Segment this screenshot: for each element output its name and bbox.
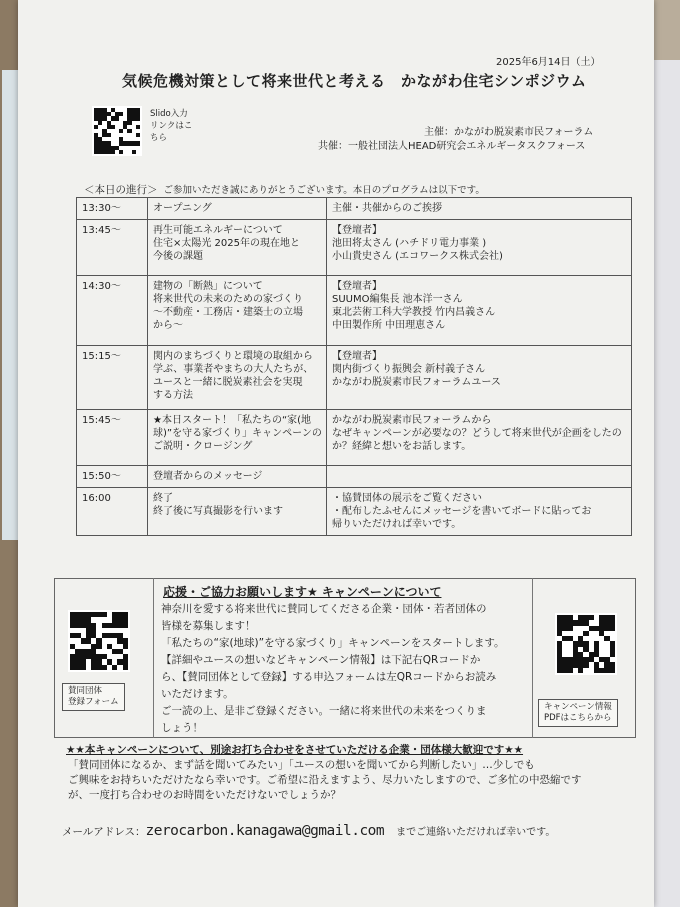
schedule-time: 14:30～ (77, 276, 148, 346)
schedule-program-line: 学ぶ、事業者やまちの大人たちが、 (153, 364, 314, 375)
schedule-notes-line: 小山貴史さん (エコワークス株式会社) (332, 251, 503, 262)
schedule-table (76, 197, 632, 536)
program-intro: ご参加いただき誠にありがとうございます。本日のプログラムは以下です。 (163, 185, 485, 196)
schedule-program-line: 建物の「断熱」について (153, 281, 263, 292)
campaign-body (161, 601, 529, 737)
program-heading-tag: ＜本日の進行＞ (84, 184, 158, 196)
schedule-notes-line: 池田将太さん (ハチドリ電力事業 ) (332, 238, 487, 249)
schedule-row (77, 466, 632, 488)
schedule-notes-line: 東北芸術工科大学教授 竹内昌義さん (332, 307, 496, 318)
campaign-info-label-line: PDFはこちらから (544, 713, 612, 723)
schedule-row (77, 488, 632, 536)
schedule-notes-line: ・配布したふせんにメッセージを書いてボードに貼ってお (332, 506, 592, 517)
schedule-notes (327, 466, 632, 488)
host-organizer: 主催：かながわ脱炭素市民フォーラム (424, 127, 594, 138)
schedule-row (77, 346, 632, 410)
schedule-time: 13:45～ (77, 220, 148, 276)
schedule-notes-line: SUUMO編集長 池本洋一さん (332, 294, 463, 305)
schedule-notes-line: かながわ脱炭素市民フォーラムユース (332, 377, 501, 388)
campaign-body-line: ら、【賛同団体として登録】する申込フォームは左QRコードからお読み (161, 671, 497, 683)
event-date: 2025年6月14日（土） (496, 57, 601, 68)
email-address-link[interactable]: zerocarbon.kanagawa@gmail.com (145, 823, 385, 839)
schedule-program-line: ご説明・クロージング (153, 441, 253, 452)
schedule-notes (327, 346, 632, 410)
campaign-body-line: しょう！ (161, 722, 203, 734)
schedule-notes-line: なぜキャンペーンが必要なの？どうして将来世代が企画をしたの (332, 428, 622, 439)
schedule-program (148, 346, 327, 410)
program-sheet (18, 0, 654, 907)
campaign-body-line: 「私たちの“家(地球)”を守る家づくり」キャンペーンをスタートします。 (161, 637, 505, 649)
schedule-notes-line: 帰りいただければ幸いです。 (332, 519, 462, 530)
slido-label-line: リンクはこ (150, 121, 193, 131)
schedule-program-line: 球)”を守る家づくり」キャンペーンの (153, 428, 322, 439)
schedule-notes-line: 【登壇者】 (332, 281, 382, 292)
schedule-program-line: ★本日スタート！「私たちの“家(地 (153, 415, 312, 426)
meeting-notice-line: ご興味をお持ちいただけたなら幸いです。ご希望に沿えますよう、尽力いたしますので、ご多忙の中恐縮です (68, 774, 582, 786)
schedule-notes-line: 主催・共催からのご挨拶 (332, 203, 442, 214)
meeting-notice-line: 「賛同団体になるか、まず話を聞いてみたい」「ユースの想いを聞いてから判断したい」…少しでも (68, 759, 535, 771)
schedule-program-line: 関内のまちづくりと環境の取組から (153, 351, 313, 362)
schedule-notes (327, 410, 632, 466)
campaign-info-qr-code[interactable] (555, 613, 617, 675)
campaign-body-line: 神奈川を愛する将来世代に賛同してくださる企業・団体・若者団体の (161, 603, 487, 615)
schedule-notes-line: か？経緯と想いをお話します。 (332, 441, 472, 452)
schedule-time: 15:50～ (77, 466, 148, 488)
schedule-time: 13:30～ (77, 198, 148, 220)
schedule-program-line: 終了後に写真撮影を行います (153, 506, 283, 517)
schedule-notes (327, 488, 632, 536)
schedule-program-line: 今後の課題 (153, 251, 203, 262)
campaign-body-line: ご一読の上、是非ご登録ください。一緒に将来世代の未来をつくりま (161, 705, 487, 717)
schedule-program-line: 登壇者からのメッセージ (153, 471, 263, 482)
campaign-body-line: 【詳細やユースの想いなどキャンペーン情報】は下記右QRコードか (161, 654, 481, 666)
meeting-notice-line: が、一度打ち合わせのお時間をいただけないでしょうか？ (68, 789, 341, 801)
background-sheet-right (650, 60, 680, 907)
campaign-info-label (538, 699, 618, 727)
schedule-program-line: 将来世代の未来のための家づくり (153, 294, 303, 305)
slido-label-line: Slido入力 (150, 109, 188, 119)
schedule-program (148, 198, 327, 220)
schedule-time: 15:15～ (77, 346, 148, 410)
cohost-organizer: 共催：一般社団法人HEAD研究会エネルギータスクフォース (318, 141, 586, 152)
registration-form-label (62, 683, 125, 711)
schedule-notes-line: かながわ脱炭素市民フォーラムから (332, 415, 492, 426)
slido-qr-code[interactable] (92, 106, 142, 156)
schedule-notes-line: 【登壇者】 (332, 225, 382, 236)
schedule-program-line: ユースと一緒に脱炭素社会を実現 (153, 377, 303, 388)
campaign-body-line: いただけます。 (161, 688, 234, 700)
schedule-program (148, 466, 327, 488)
schedule-row (77, 276, 632, 346)
campaign-info-label-line: キャンペーン情報 (544, 702, 612, 712)
schedule-row (77, 220, 632, 276)
schedule-time: 16:00 (77, 488, 148, 536)
schedule-program-line: する方法 (153, 390, 193, 401)
schedule-program (148, 410, 327, 466)
page-title: 気候危機対策として将来世代と考える かながわ住宅シンポジウム (122, 72, 587, 90)
schedule-program-line: 終了 (153, 493, 173, 504)
schedule-time: 15:45～ (77, 410, 148, 466)
schedule-program-line: から～ (153, 320, 183, 331)
meeting-notice-headline: ★★本キャンペーンについて、別途お打ち合わせをさせていただける企業・団体様大歓迎です★★ (66, 744, 524, 756)
schedule-notes (327, 220, 632, 276)
email-label: メールアドレス： (62, 826, 146, 838)
schedule-program (148, 220, 327, 276)
program-heading (84, 182, 485, 197)
schedule-program-line: 再生可能エネルギーについて (153, 225, 283, 236)
registration-form-qr-code[interactable] (68, 610, 130, 672)
slido-label-line: ちら (150, 133, 168, 143)
schedule-program (148, 488, 327, 536)
schedule-row (77, 410, 632, 466)
schedule-program-line: オープニング (153, 203, 212, 214)
contact-row (62, 820, 555, 839)
schedule-notes-line: 【登壇者】 (332, 351, 382, 362)
schedule-program (148, 276, 327, 346)
campaign-title: 応援・ご協力お願いします★ キャンペーンについて (163, 585, 442, 599)
schedule-notes (327, 198, 632, 220)
registration-form-label-line: 賛同団体 (68, 686, 103, 696)
schedule-notes (327, 276, 632, 346)
schedule-notes-line: 関内街づくり振興会 新村義子さん (332, 364, 486, 375)
schedule-program-line: 住宅×太陽光 2025年の現在地と (153, 238, 301, 249)
registration-form-label-line: 登録フォーム (68, 697, 119, 707)
campaign-body-line: 皆様を募集します！ (161, 620, 256, 632)
schedule-notes-line: ・協賛団体の展示をご覧ください (332, 493, 482, 504)
schedule-notes-line: 中田製作所 中田理恵さん (332, 320, 446, 331)
slido-label (150, 108, 192, 144)
contact-closing: までご連絡いただければ幸いです。 (396, 827, 556, 838)
schedule-program-line: ～不動産・工務店・建築士の立場 (153, 307, 303, 318)
meeting-notice-body (68, 758, 581, 803)
schedule-row (77, 198, 632, 220)
